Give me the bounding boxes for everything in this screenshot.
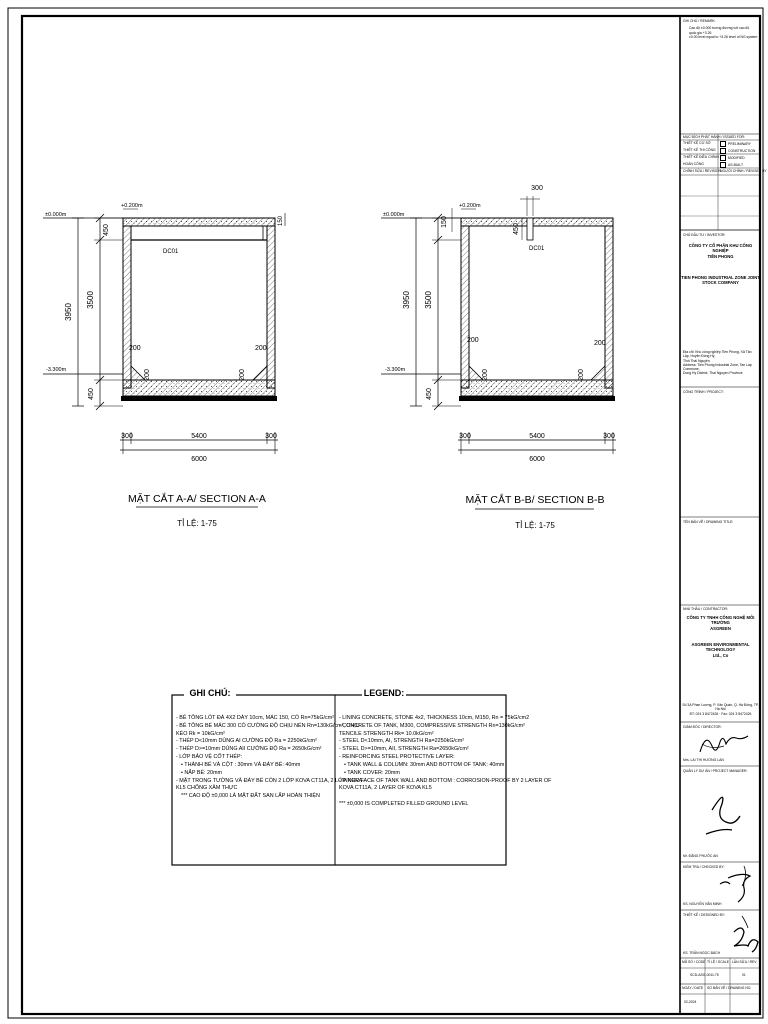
checkbox-icon <box>720 141 726 147</box>
section-a-dim-6000: 6000 <box>191 456 207 463</box>
section-a-dim-3500-label: 3500 <box>86 291 95 309</box>
section-b-haunch-left <box>469 366 483 380</box>
section-a-level-top: +0.200m <box>121 203 143 209</box>
stage-as-built-en: AS-BUILT <box>728 162 744 167</box>
note-vn-line: KÉO Rk = 10kG/cm² <box>176 730 225 737</box>
section-b-left-wall <box>461 226 469 388</box>
section-b-lean-concrete <box>459 396 615 401</box>
checker-name: KS. NGUYỄN VĂN MINH <box>683 902 722 906</box>
section-a-dim-300-right: 300 <box>265 433 277 440</box>
remark-line: Cao độ ±0.000 tương đương với cao độ <box>689 26 750 31</box>
investor-vn-line: TIỀN PHONG <box>707 253 734 259</box>
section-b-haunch-right <box>591 366 605 380</box>
note-vn-line: - MẶT TRONG TƯỜNG VÀ ĐÁY BỂ CÓN 2 LỚP KOVA CT11A, 2 LỚP KOVA <box>176 777 363 784</box>
stage-construction: THIẾT KẾ THI CÔNG <box>683 148 716 152</box>
investor-address <box>683 350 759 376</box>
remark-line: ±0.00 level equal to +3.26 level of NG system <box>689 34 758 39</box>
director-heading: GIÁM ĐỐC / DIRECTOR: <box>683 725 722 729</box>
section-b-dim-6000: 6000 <box>529 456 545 463</box>
note-vn-line: - THÉP D<10mm DÙNG AI CƯỜNG ĐỘ Ra = 2250kG/cm² <box>176 738 317 745</box>
note-en-line: *** ±0,000 IS COMPLETED FILLED GROUND LEVEL <box>339 801 469 808</box>
section-b-dim-3950-label: 3950 <box>402 291 411 309</box>
investor-address-line: Dong Hy District, Thai Nguyen Province <box>683 371 743 376</box>
stage-construction-en: CONSTRUCTION <box>728 148 756 153</box>
sheet-heading: SỐ BẢN VẼ / DRAWING NO. <box>707 986 752 990</box>
stage-preliminary: THIẾT KẾ CƠ SỞ <box>683 141 711 145</box>
section-b-title: MẶT CẮT B-B/ SECTION B-B <box>465 494 605 506</box>
section-b-dim-450-bottom-label: 450 <box>426 388 433 400</box>
contractor-name-vn <box>681 615 760 631</box>
note-en-line: - CONCRETE OF TANK, M300, COMPRESSIVE STRENGTH Rn=130kG/cm² <box>339 722 525 729</box>
stage-modified-en: MODIFIED <box>728 155 745 160</box>
section-b-dim-150-label: 150 <box>441 216 448 228</box>
outer-border <box>8 8 763 1018</box>
note-vn-line: - BÊ TÔNG LÓT ĐÁ 4X2 DÀY 10cm, MÁC 150, CÓ Rn=75kG/cm² <box>176 715 335 721</box>
date-heading: NGÀY / DATE <box>682 986 704 990</box>
note-vn-line: • NẮP BỂ: 20mm <box>181 769 223 776</box>
notes-vn-list <box>176 715 363 801</box>
code-heading: MÃ SỐ / CODE <box>682 960 706 964</box>
contractor-vn-line: ASGREEN <box>710 625 731 631</box>
legend-title: LEGEND: <box>363 688 405 698</box>
section-b-dim-300-left: 300 <box>459 433 471 440</box>
checker-signature <box>720 874 750 902</box>
stage-modified: THIẾT KẾ ĐIỀU CHỈNH <box>683 155 719 159</box>
code-value: SCD-ASG-001 <box>690 973 713 977</box>
section-b-dim-200-bottom-right: 200 <box>578 369 585 381</box>
note-en-line: TENCILE STRENGTH Rk= 10.0kG/cm² <box>339 730 434 737</box>
checkbox-icon <box>720 162 726 168</box>
remark-heading: GHI CHÚ / REMARK: <box>683 19 716 23</box>
contractor-address-line: ĐT: 024 3 8472426 · Fax: 024 3 8472426 <box>689 711 752 716</box>
stage-modified-option <box>720 155 745 161</box>
section-b-dim-200-right: 200 <box>594 340 606 347</box>
project-manager-name: Mr. ĐẶNG PHƯỚC AN <box>683 854 718 858</box>
scale-heading: TỈ LỆ / SCALE <box>707 960 730 964</box>
section-b-dim-300-top: 300 <box>531 185 543 192</box>
note-en-line: - INNER FACE OF TANK WALL AND BOTTOM : CORROSION-PROOF BY 2 LAYER OF <box>339 777 552 784</box>
contractor-address-line: Số 3A Phan Lượng, P. Văn Quán, Q. Hà Đông, TP. Hà Nội <box>682 703 759 712</box>
note-en-line: - STEEL D<10mm, AI, STRENGTH Ra=2250kG/cm² <box>339 738 465 745</box>
section-b-dim-450-top-label: 450 <box>513 223 520 235</box>
revision-heading: CHỈNH SỬA / REVISION <box>683 169 721 173</box>
section-a-left-wall <box>123 226 131 388</box>
rev-heading: LẦN SỬA / REV <box>732 960 757 964</box>
section-a-dim-300-left: 300 <box>121 433 133 440</box>
section-a-dim-200-bottom-right: 200 <box>239 369 246 381</box>
title-block-grid <box>680 134 760 1014</box>
section-a-scale: TỈ LỆ: 1-75 <box>177 519 217 528</box>
issued-for-heading: MỤC ĐÍCH PHÁT HÀNH / ISSUED FOR: <box>683 135 745 139</box>
director-name: Mrs. LẠI THỊ HƯƠNG LAN <box>683 758 724 762</box>
remark-line: quốc gia +3.26 <box>689 30 712 35</box>
date-value: 02-2024 <box>684 1000 697 1004</box>
section-a-dim-5400: 5400 <box>191 433 207 440</box>
section-a-dim-200-left: 200 <box>129 345 141 352</box>
note-en-line <box>339 793 503 801</box>
section-b-level-top: +0.200m <box>459 203 481 209</box>
project-manager-signature <box>706 797 740 834</box>
investor-address-line: Tỉnh Thái Nguyên <box>683 358 710 363</box>
section-b-dim-3500-label: 3500 <box>424 291 433 309</box>
note-vn-line: - BÊ TÔNG BỂ MÁC 300 CÓ CƯỜNG ĐỘ CHỊU NÉN Rn=130kG/cm², CHỊU <box>176 722 360 729</box>
section-b-right-wall <box>605 226 613 388</box>
section-a-title: MẶT CẮT A-A/ SECTION A-A <box>128 493 266 505</box>
investor-address-line: Address: Tien Phong Industrial Zone, Tan Lap Commune, <box>683 362 752 371</box>
note-en-line: - LINING CONCRETE, STONE 4x2, THICKNESS 10cm, M150, Rn = 75kG/cm2 <box>339 715 530 721</box>
stage-as-built: HOÀN CÔNG <box>683 162 704 166</box>
stage-as-built-option <box>720 162 743 168</box>
contractor-heading: NHÀ THẦU / CONTRACTOR: <box>683 607 728 611</box>
investor-name-en <box>681 275 760 286</box>
checker-heading: KIỂM TRA / CHECKED BY: <box>683 865 725 869</box>
section-a-dim-450-top-label: 450 <box>103 224 110 236</box>
contractor-vn-line: CÔNG TY TNHH CÔNG NGHỆ MÔI TRƯỜNG <box>686 615 755 626</box>
note-vn-line: KL5 CHỐNG XÂM THỰC <box>176 785 238 792</box>
section-a-haunch-left <box>131 366 145 380</box>
section-b-scale: TỈ LỆ: 1-75 <box>515 521 555 530</box>
note-vn-line: - THÉP D>=10mm DÙNG AII CƯỜNG ĐỘ Ra = 2650kG/cm² <box>176 746 322 753</box>
section-b-dim-300-right: 300 <box>603 433 615 440</box>
investor-en-line: STOCK COMPANY <box>702 280 739 286</box>
section-b-opening <box>527 218 533 240</box>
section-b-drawing <box>381 196 616 509</box>
designer-signature <box>734 928 758 952</box>
note-vn-line: *** CAO ĐỘ ±0,000 LÀ MẶT ĐẤT SAN LẤP HOÀN THIỆN <box>181 793 320 800</box>
project-manager-heading: QUẢN LÝ DỰ ÁN / PROJECT MANAGER: <box>683 769 748 773</box>
section-b-level-bottom: -3.300m <box>385 367 406 373</box>
investor-address-line: Địa chỉ: Khu công nghiệp Tiền Phong, Xã Tân Lập, Huyện Đồng Hỷ, <box>683 350 752 359</box>
stage-preliminary-en: PRELIMINARY <box>728 141 751 146</box>
section-b-dim-200-bottom-left: 200 <box>482 369 489 381</box>
scale-value: 1:75 <box>712 973 719 977</box>
notes-title: GHI CHÚ: <box>189 688 231 698</box>
designer-heading: THIẾT KẾ / DESIGNED BY: <box>683 913 725 917</box>
investor-heading: CHỦ ĐẦU TƯ / INVESTOR: <box>683 233 726 237</box>
note-vn-line: • THÀNH BỂ VÀ CỘT : 30mm VÀ ĐÁY BỂ: 40mm <box>181 761 301 768</box>
designer-name: KS. TRẦN NGỌC BÁCH <box>683 951 721 955</box>
section-a-level-ground: ±0.000m <box>45 212 67 218</box>
section-a-level-bottom: -3.300m <box>46 367 67 373</box>
stage-construction-option <box>720 148 755 154</box>
rev-value: 01 <box>742 973 746 977</box>
section-a-dim-200-right: 200 <box>255 345 267 352</box>
checkbox-icon <box>720 155 726 161</box>
note-en-line: • TANK COVER: 20mm <box>344 769 400 776</box>
note-en-line: KOVA CT11A, 2 LAYER OF KOVA KL5 <box>339 785 432 792</box>
section-a-dim-450-bottom-label: 450 <box>88 388 95 400</box>
investor-en-line: TIEN PHONG INDUSTRIAL ZONE JOINT <box>681 275 760 280</box>
project-heading: CÔNG TRÌNH / PROJECT: <box>683 390 724 394</box>
section-b-dim-5400: 5400 <box>529 433 545 440</box>
section-a-dim-200-bottom-left: 200 <box>144 369 151 381</box>
section-a-haunch-right <box>253 366 267 380</box>
section-b-level-ground: ±0.000m <box>383 212 405 218</box>
investor-name-vn <box>681 243 760 259</box>
notes-en-list <box>339 715 552 809</box>
contractor-en-line: ASGREEN ENVIRONMENTAL TECHNOLOGY <box>691 642 750 653</box>
note-en-line: • TANK WALL & COLUMN: 30mm AND BOTTOM OF TANK: 40mm <box>344 761 505 768</box>
remark-section <box>683 19 758 39</box>
section-a-dim-150-label: 150 <box>278 215 284 227</box>
section-b-tag-dc01: DC01 <box>529 246 545 252</box>
director-signature <box>700 736 748 752</box>
section-a-lean-concrete <box>121 396 277 401</box>
contractor-name-en <box>681 642 760 658</box>
contractor-address <box>681 703 760 716</box>
investor-vn-line: CÔNG TY CỔ PHẦN KHU CÔNG NGHIỆP <box>688 243 753 254</box>
section-a-tag-dc01: DC01 <box>163 249 179 255</box>
stage-preliminary-option <box>720 141 751 147</box>
section-a-dim-3950-label: 3950 <box>64 303 73 321</box>
note-en-line: - REINFORCING STEEL PROTECTIVE LAYER: <box>339 754 455 761</box>
revised-by-heading: NGƯỜI CHỈNH / REVISED BY <box>720 169 767 173</box>
drawing-title-heading: TÊN BẢN VẼ / DRAWING TITLE: <box>683 520 734 524</box>
inner-border <box>22 16 760 1014</box>
section-b-dim-200-left: 200 <box>467 337 479 344</box>
note-en-line: - STEEL D>=10mm, AII, STRENGTH Ra=2650kG/cm² <box>339 746 469 753</box>
contractor-en-line: Ltd., Co <box>712 652 729 658</box>
checkbox-icon <box>720 148 726 154</box>
section-a-right-wall <box>267 226 275 388</box>
note-vn-line: - LỚP BẢO VỆ CỐT THÉP: <box>176 754 243 761</box>
